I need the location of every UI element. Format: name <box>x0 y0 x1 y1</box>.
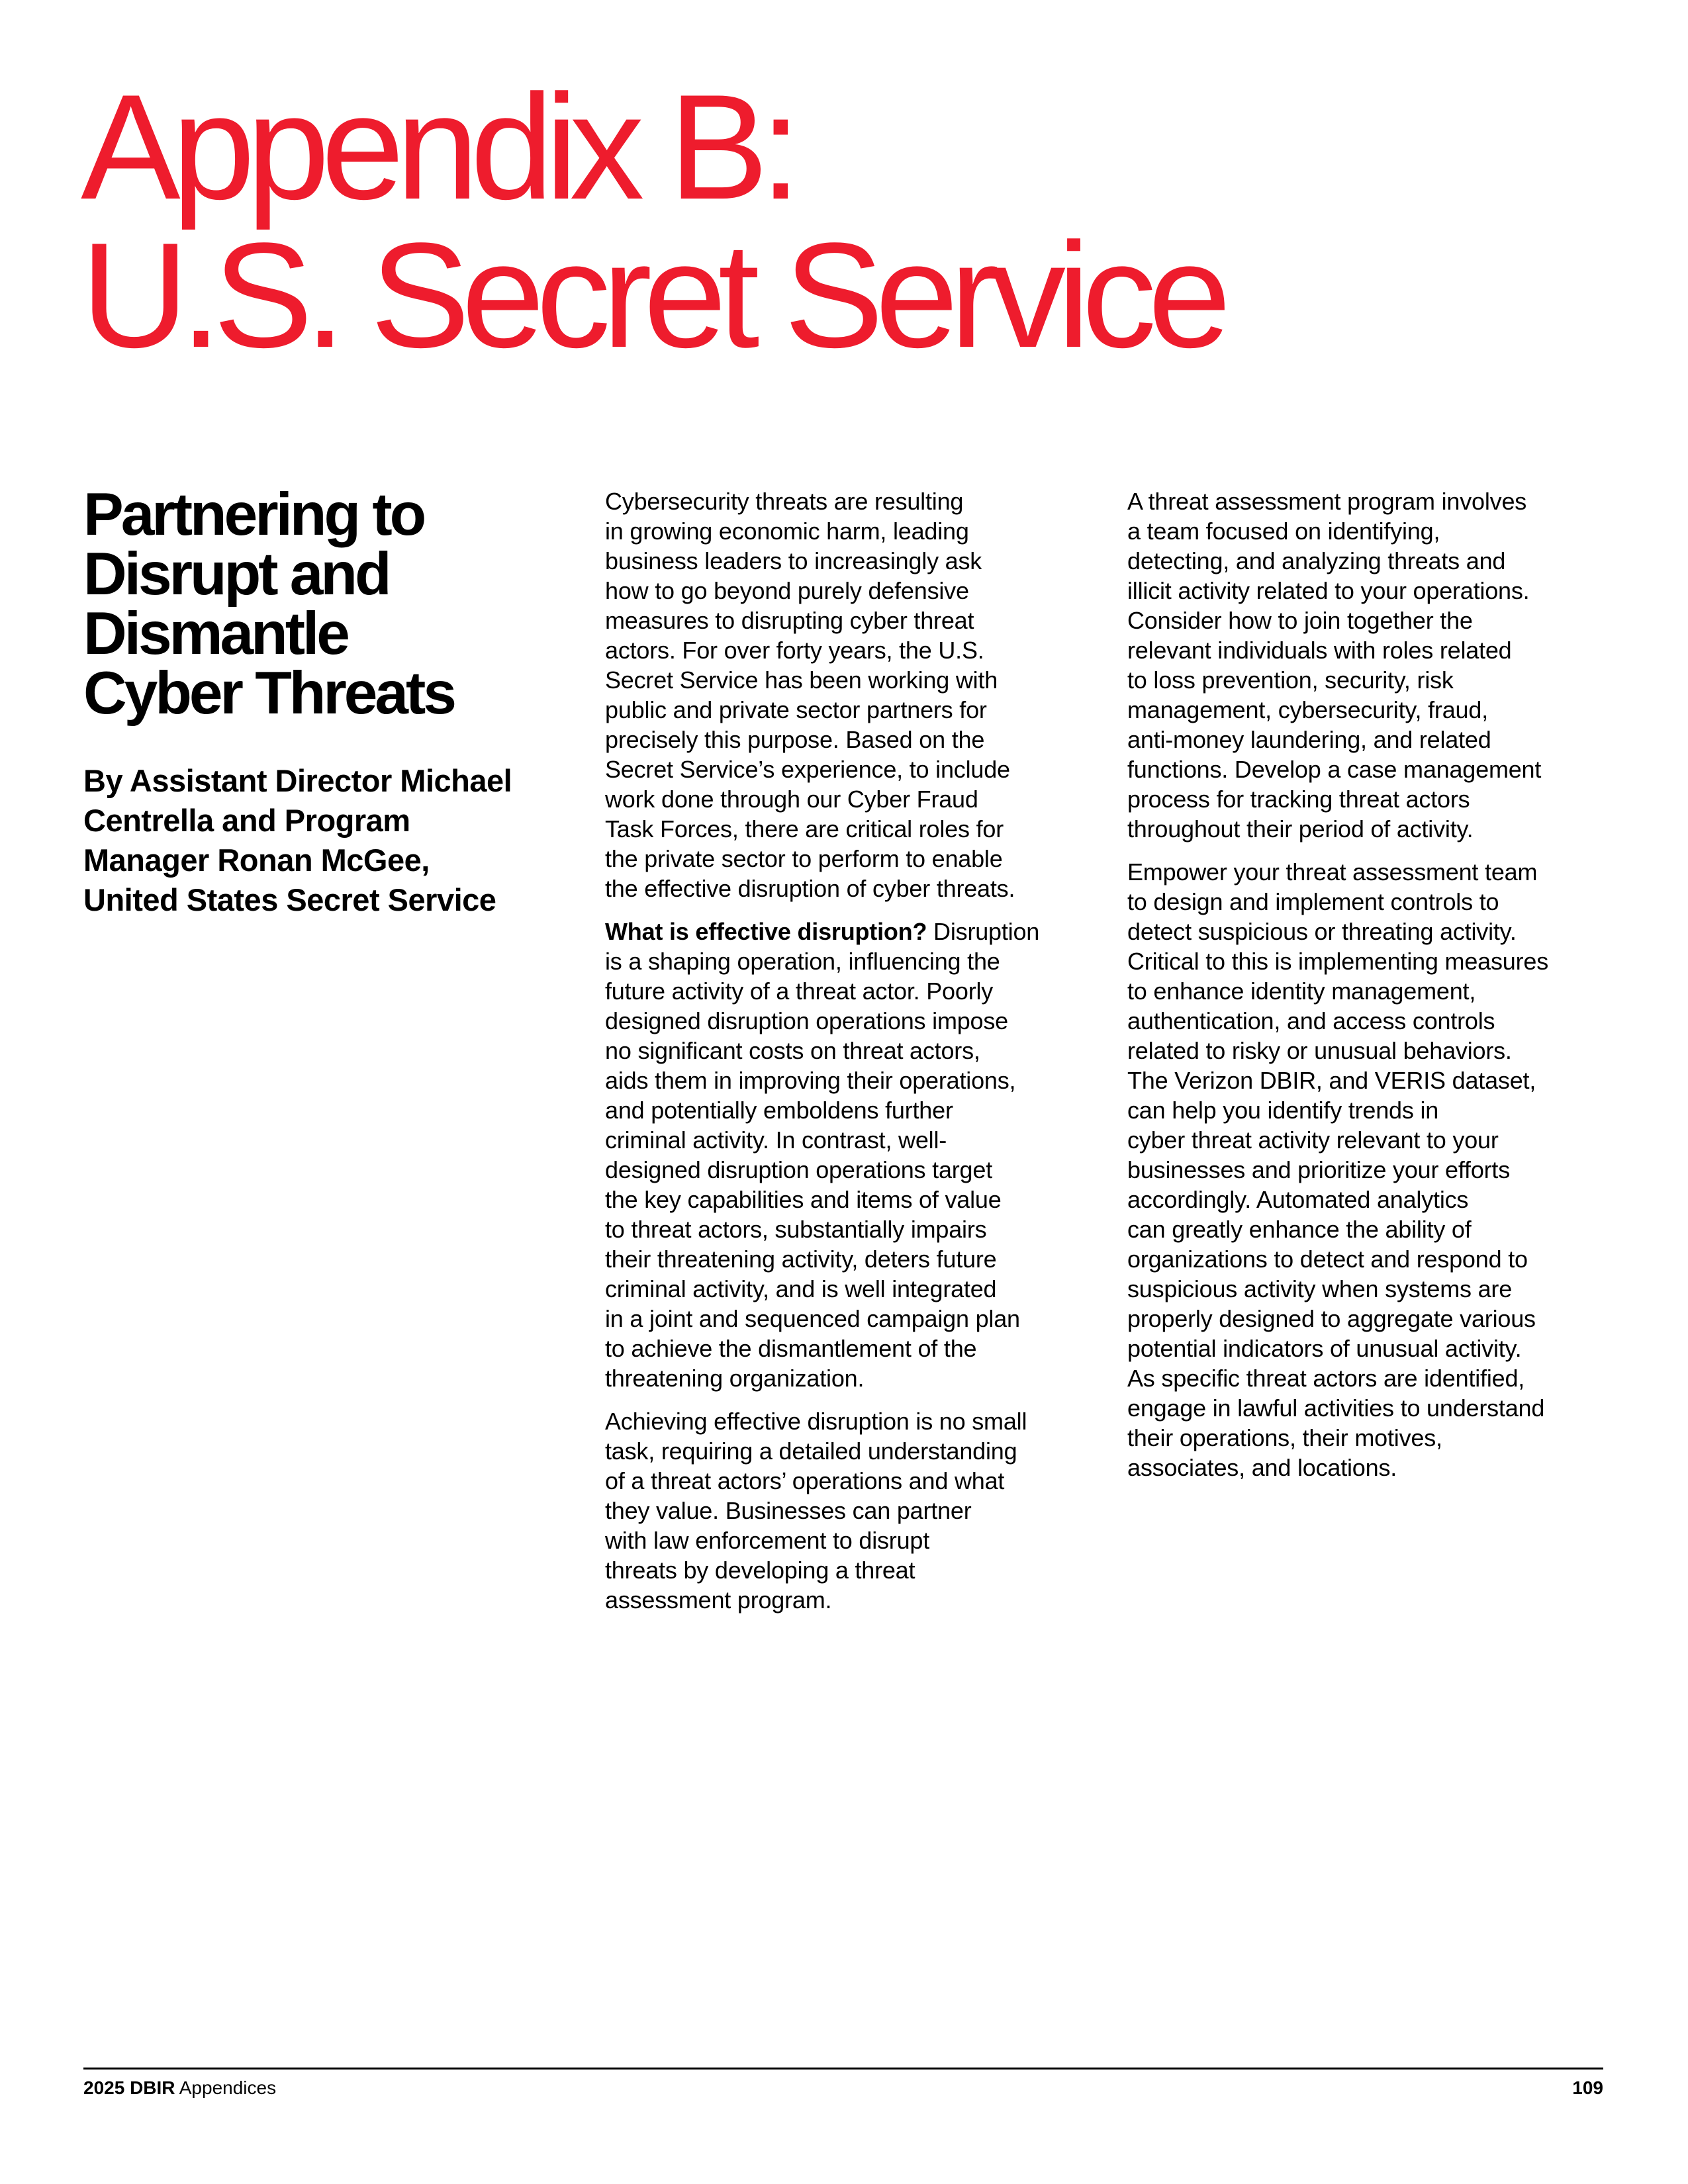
col1-paragraph-1 <box>605 486 1088 903</box>
text-line: measures to disrupting cyber threat <box>605 607 974 634</box>
text-line: throughout their period of activity. <box>1127 815 1474 842</box>
footer-section-name: Appendices <box>175 2077 277 2098</box>
text-line: related to risky or unusual behaviors. <box>1127 1037 1512 1064</box>
text-line: Critical to this is implementing measures <box>1127 948 1549 975</box>
article-heading-line: Partnering to <box>83 481 424 548</box>
article-heading-line: Cyber Threats <box>83 660 454 727</box>
text-line: Secret Service’s experience, to include <box>605 756 1010 783</box>
footer-report-name: 2025 DBIR <box>83 2077 175 2098</box>
text-line: anti-money laundering, and related <box>1127 726 1491 753</box>
text-line: A threat assessment program involves <box>1127 488 1527 515</box>
text-line: to design and implement controls to <box>1127 888 1499 915</box>
text-line: functions. Develop a case management <box>1127 756 1542 783</box>
text-line: suspicious activity when systems are <box>1127 1275 1513 1302</box>
footer-report-label <box>83 2077 276 2099</box>
text-line: no significant costs on threat actors, <box>605 1037 980 1064</box>
text-line: with law enforcement to disrupt <box>605 1527 930 1554</box>
text-line: relevant individuals with roles related <box>1127 637 1512 664</box>
text-line: designed disruption operations target <box>605 1156 993 1183</box>
text-line: is a shaping operation, influencing the <box>605 948 1000 975</box>
text-line: The Verizon DBIR, and VERIS dataset, <box>1127 1067 1536 1094</box>
text-line: of a threat actors’ operations and what <box>605 1467 1005 1494</box>
text-line: illicit activity related to your operations. <box>1127 577 1530 604</box>
text-line: how to go beyond purely defensive <box>605 577 969 604</box>
text-line: associates, and locations. <box>1127 1454 1397 1481</box>
col2-paragraph-2 <box>1127 857 1617 1482</box>
text-line: a team focused on identifying, <box>1127 518 1440 545</box>
byline-line: Manager Ronan McGee, <box>83 842 430 878</box>
page-number: 109 <box>1572 2077 1603 2098</box>
text-line: to loss prevention, security, risk <box>1127 666 1454 694</box>
text-line: Task Forces, there are critical roles for <box>605 815 1004 842</box>
text-line: Consider how to join together the <box>1127 607 1473 634</box>
article-heading-line: Dismantle <box>83 600 348 667</box>
text-line: properly designed to aggregate various <box>1127 1305 1536 1332</box>
text-line: can help you identify trends in <box>1127 1097 1439 1124</box>
text-fragment: Disruption <box>927 918 1040 945</box>
text-line: precisely this purpose. Based on the <box>605 726 985 753</box>
text-line: businesses and prioritize your efforts <box>1127 1156 1511 1183</box>
text-line: authentication, and access controls <box>1127 1007 1495 1034</box>
text-line: actors. For over forty years, the U.S. <box>605 637 984 664</box>
text-line: to enhance identity management, <box>1127 978 1476 1005</box>
article-byline <box>83 761 586 920</box>
footer-divider <box>83 2068 1603 2070</box>
text-line: work done through our Cyber Fraud <box>605 786 978 813</box>
text-line: cyber threat activity relevant to your <box>1127 1126 1499 1154</box>
text-line: their threatening activity, deters future <box>605 1246 997 1273</box>
text-line: the private sector to perform to enable <box>605 845 1003 872</box>
text-line: Cybersecurity threats are resulting <box>605 488 964 515</box>
text-line: criminal activity. In contrast, well- <box>605 1126 947 1154</box>
text-line: management, cybersecurity, fraud, <box>1127 696 1488 723</box>
text-line: business leaders to increasingly ask <box>605 547 982 574</box>
text-line: future activity of a threat actor. Poorly <box>605 978 994 1005</box>
text-line: public and private sector partners for <box>605 696 987 723</box>
text-line: As specific threat actors are identified, <box>1127 1365 1525 1392</box>
text-line: threatening organization. <box>605 1365 865 1392</box>
text-line: accordingly. Automated analytics <box>1127 1186 1469 1213</box>
byline-line: Centrella and Program <box>83 803 410 838</box>
text-line: engage in lawful activities to understand <box>1127 1394 1545 1422</box>
page-title-line-1: Appendix B: <box>81 63 793 230</box>
page-title <box>81 63 1603 379</box>
text-line: assessment program. <box>605 1586 832 1614</box>
col2-paragraph-1 <box>1127 486 1617 844</box>
text-line: Secret Service has been working with <box>605 666 998 694</box>
text-line: their operations, their motives, <box>1127 1424 1442 1451</box>
text-line: detecting, and analyzing threats and <box>1127 547 1506 574</box>
text-line: task, requiring a detailed understanding <box>605 1437 1017 1465</box>
text-line: to threat actors, substantially impairs <box>605 1216 987 1243</box>
text-line: in a joint and sequenced campaign plan <box>605 1305 1020 1332</box>
text-line: aids them in improving their operations, <box>605 1067 1016 1094</box>
page-title-line-2: U.S. Secret Service <box>81 211 1223 379</box>
article-heading-line: Disrupt and <box>83 541 389 608</box>
text-line: and potentially emboldens further <box>605 1097 953 1124</box>
text-line <box>605 917 1088 946</box>
text-line: can greatly enhance the ability of <box>1127 1216 1472 1243</box>
text-line: Achieving effective disruption is no small <box>605 1408 1027 1435</box>
text-line: potential indicators of unusual activity. <box>1127 1335 1522 1362</box>
text-line: in growing economic harm, leading <box>605 518 969 545</box>
text-line: process for tracking threat actors <box>1127 786 1470 813</box>
text-line: they value. Businesses can partner <box>605 1497 972 1524</box>
byline-line: United States Secret Service <box>83 882 496 917</box>
text-line: organizations to detect and respond to <box>1127 1246 1528 1273</box>
inline-subheading: What is effective disruption? <box>605 918 927 945</box>
article-heading <box>83 481 586 727</box>
text-line: to achieve the dismantlement of the <box>605 1335 977 1362</box>
body-column-2 <box>1127 486 1617 1496</box>
text-line: the effective disruption of cyber threats. <box>605 875 1015 902</box>
text-line: detect suspicious or threating activity. <box>1127 918 1517 945</box>
byline-line: By Assistant Director Michael <box>83 763 512 798</box>
text-line: threats by developing a threat <box>605 1557 915 1584</box>
text-line: the key capabilities and items of value <box>605 1186 1002 1213</box>
body-column-1 <box>605 486 1088 1628</box>
col1-paragraph-3 <box>605 1406 1088 1615</box>
text-line: designed disruption operations impose <box>605 1007 1008 1034</box>
text-line: Empower your threat assessment team <box>1127 858 1538 886</box>
col1-paragraph-2 <box>605 917 1088 1393</box>
text-line: criminal activity, and is well integrated <box>605 1275 997 1302</box>
